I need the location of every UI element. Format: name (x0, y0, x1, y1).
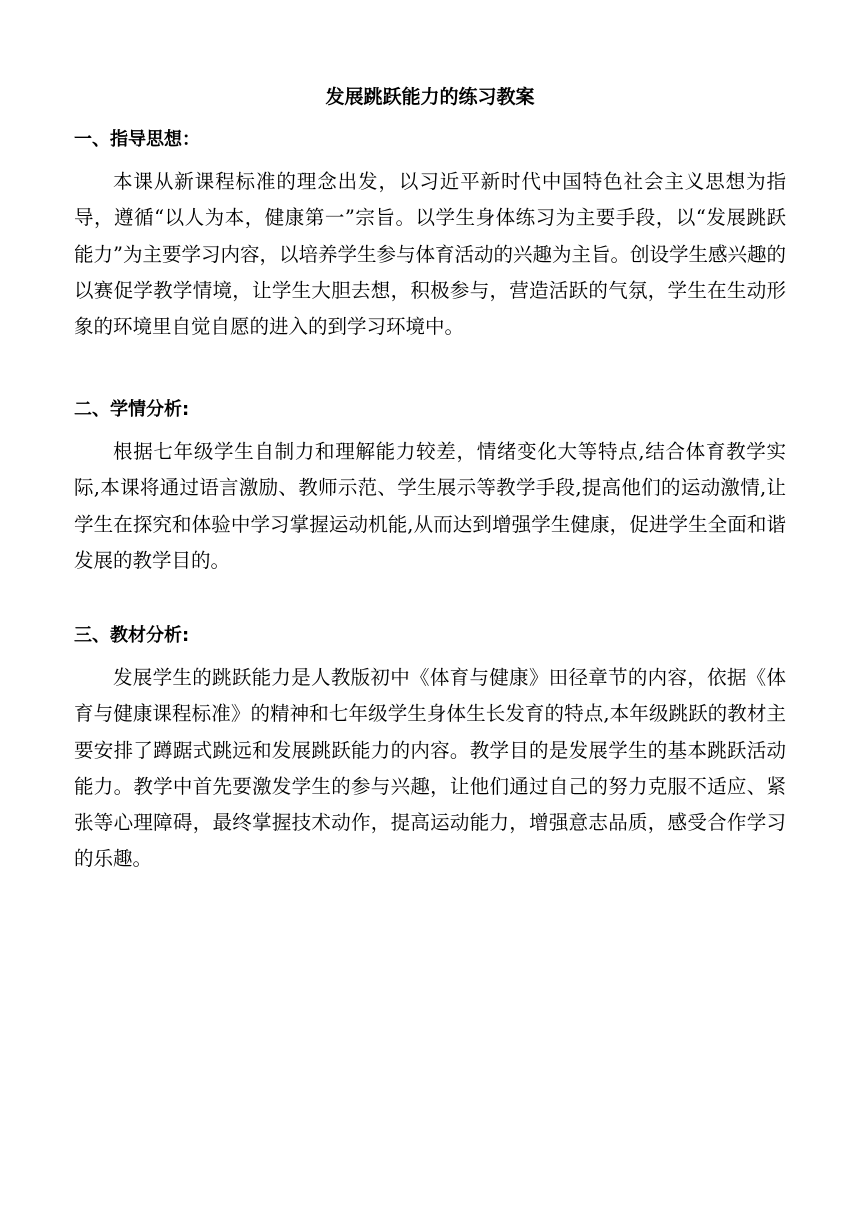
section-paragraph: 根据七年级学生自制力和理解能力较差，情绪变化大等特点,结合体育教学实际,本课将通过语言激励、教师示范、学生展示等教学手段,提高他们的运动激情,让学生在探究和体验中学习掌握运动机能,从而达到增强学生健康，促进学生全面和谐发展的教学目的。 (74, 440, 786, 572)
section-guiding-ideology (74, 128, 786, 345)
section-paragraph: 本课从新课程标准的理念出发，以习近平新时代中国特色社会主义思想为指导，遵循“以人为本，健康第一”宗旨。以学生身体练习为主要手段，以“发展跳跃能力”为主要学习内容，以培养学生参与体育活动的兴趣为主旨。创设学生感兴趣的以赛促学教学情境，让学生大胆去想，积极参与，营造活跃的气氛，学生在生动形象的环境里自觉自愿的进入的到学习环境中。 (74, 170, 786, 339)
section-paragraph: 发展学生的跳跃能力是人教版初中《体育与健康》田径章节的内容，依据《体育与健康课程标准》的精神和七年级学生身体生长发育的特点,本年级跳跃的教材主要安排了蹲踞式跳远和发展跳跃能力的内容。教学目的是发展学生的基本跳跃活动能力。教学中首先要激发学生的参与兴趣，让他们通过自己的努力克服不适应、紧张等心理障碍，最终掌握技术动作，提高运动能力，增强意志品质，感受合作学习的乐趣。 (74, 666, 786, 871)
section-heading: 三、教材分析: (74, 625, 190, 646)
section-textbook-analysis (74, 624, 786, 878)
section-heading: 一、指导思想： (74, 129, 200, 150)
section-student-analysis (74, 398, 786, 579)
section-heading: 二、学情分析: (74, 399, 190, 420)
document-title: 发展跳跃能力的练习教案 (325, 86, 535, 108)
